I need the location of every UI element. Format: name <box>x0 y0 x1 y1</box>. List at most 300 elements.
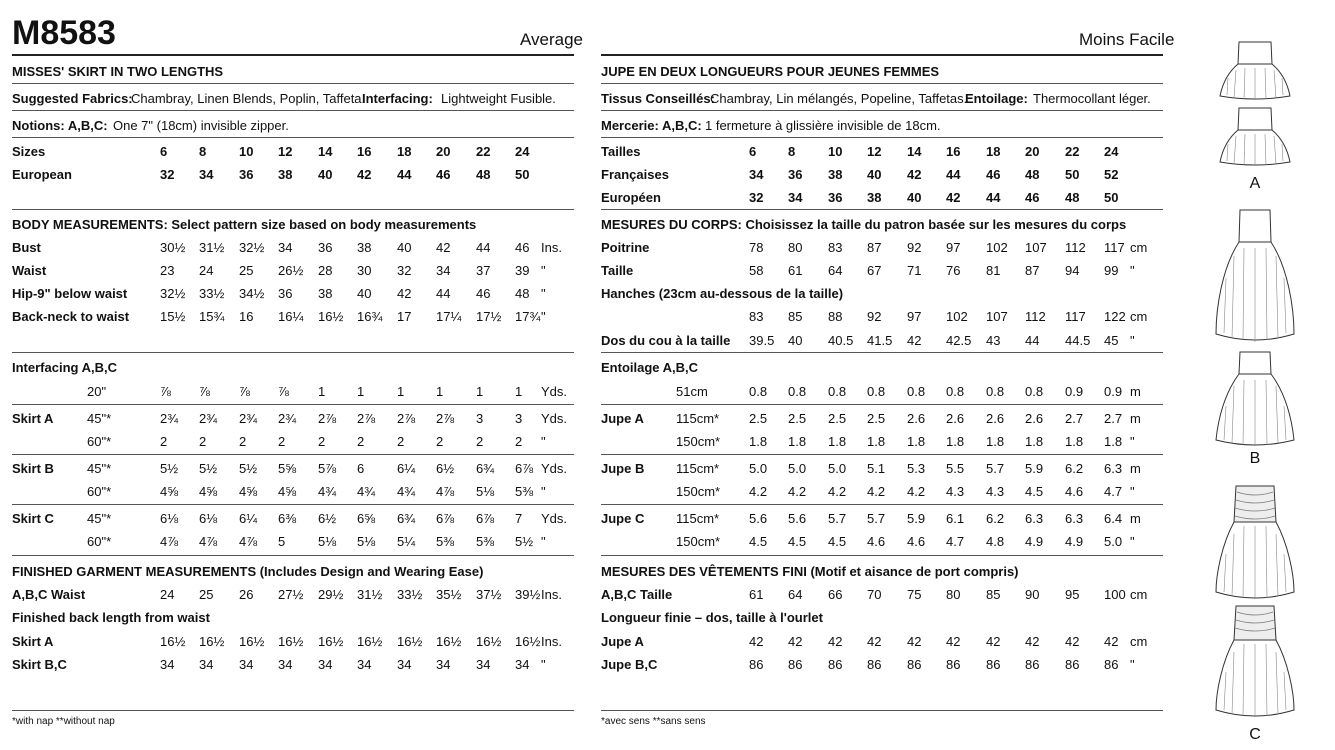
cell-value: 5⅜ <box>476 534 495 549</box>
cell-value: 38 <box>867 190 882 205</box>
cell-value: 107 <box>1025 240 1047 255</box>
cell-value: 2⅞ <box>357 411 376 426</box>
unit-label: cm <box>1130 587 1148 602</box>
cell-value: 46 <box>436 167 451 182</box>
cell-value: 4⅞ <box>436 484 455 499</box>
cell-value: 25 <box>239 263 254 278</box>
cell-value: 16½ <box>515 634 541 649</box>
cell-value: 16 <box>357 144 372 159</box>
cell-value: 40 <box>318 167 333 182</box>
cell-value: 2 <box>278 434 286 449</box>
cell-value: 0.8 <box>749 384 768 399</box>
unit-label: Ins. <box>541 634 562 649</box>
cell-value: 1.8 <box>1065 434 1084 449</box>
cell-value: 83 <box>828 240 843 255</box>
cell-value: 88 <box>828 309 843 324</box>
cell-value: 2.6 <box>946 411 965 426</box>
row-label: Jupe B <box>601 461 645 476</box>
cell-value: 16¼ <box>278 309 304 324</box>
cell-value: 42 <box>907 167 922 182</box>
cell-value: 36 <box>828 190 843 205</box>
fabric-width: 60"* <box>87 534 112 549</box>
cell-value: 32½ <box>239 240 265 255</box>
cell-value: 16½ <box>160 634 186 649</box>
interfacing-text: Thermocollant léger. <box>1033 91 1151 106</box>
cell-value: 34 <box>436 263 451 278</box>
unit-label: m <box>1130 411 1141 426</box>
notions-label: Notions: A,B,C: <box>12 118 108 133</box>
cell-value: 107 <box>986 309 1008 324</box>
cell-value: 2¾ <box>278 411 297 426</box>
cell-value: 86 <box>986 657 1001 672</box>
interfacing-heading: Interfacing A,B,C <box>12 360 117 375</box>
cell-value: 20 <box>1025 144 1040 159</box>
cell-value: 34 <box>476 657 491 672</box>
cell-value: 67 <box>867 263 882 278</box>
cell-value: 2.6 <box>907 411 926 426</box>
section-title: MISSES' SKIRT IN TWO LENGTHS <box>12 64 224 79</box>
cell-value: 86 <box>946 657 961 672</box>
rule-line <box>12 504 574 505</box>
cell-value: 2 <box>318 434 326 449</box>
cell-value: 4.7 <box>1104 484 1123 499</box>
back-length-heading: Finished back length from waist <box>12 610 210 625</box>
cell-value: 43 <box>986 333 1001 348</box>
row-label: Taille <box>601 263 634 278</box>
cell-value: 78 <box>749 240 764 255</box>
cell-value: 94 <box>1065 263 1080 278</box>
cell-value: 40 <box>397 240 412 255</box>
cell-value: 16 <box>239 309 254 324</box>
cell-value: 28 <box>318 263 333 278</box>
cell-value: 5.5 <box>946 461 965 476</box>
cell-value: 122 <box>1104 309 1126 324</box>
rule-line <box>12 555 574 556</box>
cell-value: 36 <box>239 167 254 182</box>
cell-value: 4.5 <box>788 534 807 549</box>
cell-value: 6.1 <box>946 511 965 526</box>
cell-value: 35½ <box>436 587 462 602</box>
cell-value: 4.7 <box>946 534 965 549</box>
difficulty-level: Average <box>520 30 584 49</box>
cell-value: 102 <box>946 309 968 324</box>
unit-label: m <box>1130 511 1141 526</box>
cell-value: 32 <box>397 263 412 278</box>
cell-value: 2 <box>397 434 405 449</box>
cell-value: 0.8 <box>867 384 886 399</box>
cell-value: 1.8 <box>1025 434 1044 449</box>
cell-value: 4.2 <box>907 484 926 499</box>
rule-line <box>12 209 574 210</box>
cell-value: 2⅞ <box>397 411 416 426</box>
cell-value: 31½ <box>357 587 383 602</box>
cell-value: 16½ <box>318 309 344 324</box>
cell-value: 92 <box>907 240 922 255</box>
cell-value: 6⅛ <box>160 511 179 526</box>
cell-value: 5⅞ <box>318 461 337 476</box>
cell-value: 1.8 <box>946 434 965 449</box>
rule-line <box>601 504 1163 505</box>
cell-value: 92 <box>867 309 882 324</box>
unit-label: " <box>541 534 546 549</box>
cell-value: 5.1 <box>867 461 886 476</box>
cell-value: 6⅞ <box>515 461 534 476</box>
cell-value: 34 <box>318 657 333 672</box>
cell-value: 1.8 <box>986 434 1005 449</box>
rule-line <box>12 454 574 455</box>
cell-value: 33½ <box>199 286 225 301</box>
cell-value: 32 <box>749 190 764 205</box>
fabric-width: 115cm* <box>676 511 720 526</box>
unit-label: " <box>1130 263 1135 278</box>
cell-value: 42 <box>986 634 1001 649</box>
rule-line <box>601 404 1163 405</box>
cell-value: 44 <box>986 190 1001 205</box>
cell-value: 6⅜ <box>278 511 297 526</box>
unit-label: " <box>541 434 546 449</box>
cell-value: 6.2 <box>1065 461 1084 476</box>
cell-value: 117 <box>1065 309 1086 324</box>
row-label: Jupe C <box>601 511 645 526</box>
cell-value: 5.7 <box>867 511 886 526</box>
skirt-b-sketch-1 <box>1210 208 1300 348</box>
cell-value: 5.0 <box>828 461 847 476</box>
cell-value: 48 <box>515 286 530 301</box>
cell-value: 5⅛ <box>476 484 495 499</box>
cell-value: 76 <box>946 263 961 278</box>
cell-value: 34 <box>436 657 451 672</box>
body-heading: BODY MEASUREMENTS: Select pattern size based on body measurements <box>12 217 477 232</box>
cell-value: 2.5 <box>788 411 807 426</box>
cell-value: 20 <box>436 144 451 159</box>
cell-value: 1 <box>515 384 523 399</box>
fabric-width: 115cm* <box>676 411 720 426</box>
footnote: *avec sens **sans sens <box>601 716 706 727</box>
cell-value: 4.3 <box>946 484 965 499</box>
row-label: Jupe A <box>601 411 644 426</box>
cell-value: 5½ <box>160 461 179 476</box>
cell-value: 102 <box>986 240 1008 255</box>
fabric-width: 115cm* <box>676 461 720 476</box>
unit-label: Yds. <box>541 411 568 426</box>
cell-value: 2.5 <box>867 411 886 426</box>
cell-value: 2¾ <box>199 411 218 426</box>
cell-value: 1 <box>397 384 405 399</box>
view-letter-a: A <box>1249 175 1261 192</box>
fabric-width: 60"* <box>87 484 112 499</box>
cell-value: 97 <box>946 240 961 255</box>
cell-value: 4.9 <box>1025 534 1044 549</box>
unit-label: " <box>541 484 546 499</box>
rule-line <box>12 710 574 711</box>
unit-label: cm <box>1130 309 1148 324</box>
cell-value: 42 <box>907 634 922 649</box>
unit-label: Yds. <box>541 511 568 526</box>
cell-value: 16½ <box>278 634 304 649</box>
interfacing-label: Entoilage: <box>965 91 1028 106</box>
rule-line <box>12 110 574 111</box>
cell-value: 4.2 <box>828 484 847 499</box>
unit-label: " <box>541 309 546 324</box>
notions-text: One 7" (18cm) invisible zipper. <box>113 118 289 133</box>
fabrics-text: Chambray, Linen Blends, Poplin, Taffeta. <box>131 91 366 106</box>
cell-value: 86 <box>867 657 882 672</box>
cell-value: 44 <box>946 167 961 182</box>
cell-value: 6.4 <box>1104 511 1123 526</box>
cell-value: 0.8 <box>828 384 847 399</box>
row-label: Sizes <box>12 144 46 159</box>
cell-value: 6.3 <box>1104 461 1123 476</box>
unit-label: m <box>1130 461 1141 476</box>
cell-value: 6 <box>357 461 365 476</box>
cell-value: 2.6 <box>1025 411 1044 426</box>
cell-value: 4.5 <box>1025 484 1044 499</box>
row-label: Skirt C <box>12 511 54 526</box>
cell-value: 2 <box>436 434 444 449</box>
cell-value: ⅞ <box>278 384 289 399</box>
cell-value: 36 <box>318 240 333 255</box>
cell-value: 4⅝ <box>199 484 218 499</box>
cell-value: 2 <box>239 434 247 449</box>
cell-value: 46 <box>476 286 491 301</box>
cell-value: 24 <box>515 144 530 159</box>
cell-value: 46 <box>1025 190 1040 205</box>
cell-value: 86 <box>828 657 843 672</box>
cell-value: 34 <box>278 657 293 672</box>
cell-value: 4.6 <box>867 534 886 549</box>
cell-value: 12 <box>867 144 882 159</box>
cell-value: 50 <box>515 167 530 182</box>
cell-value: 4.5 <box>828 534 847 549</box>
cell-value: 40 <box>867 167 882 182</box>
pattern-code: M8583 <box>12 14 116 52</box>
cell-value: 5½ <box>239 461 258 476</box>
cell-value: 4⅝ <box>278 484 297 499</box>
cell-value: 36 <box>788 167 803 182</box>
rule-line <box>601 137 1163 138</box>
rule-line <box>601 710 1163 711</box>
unit-label: " <box>1130 657 1135 672</box>
cell-value: 4.2 <box>788 484 807 499</box>
cell-value: 64 <box>828 263 843 278</box>
cell-value: 4.6 <box>907 534 926 549</box>
row-label: Poitrine <box>601 240 650 255</box>
view-letter-b: B <box>1249 450 1261 467</box>
cell-value: 34 <box>515 657 530 672</box>
cell-value: 50 <box>1065 167 1080 182</box>
cell-value: 10 <box>239 144 254 159</box>
cell-value: 1 <box>318 384 326 399</box>
unit-label: " <box>541 263 546 278</box>
rule-line <box>601 352 1163 353</box>
cell-value: 0.8 <box>946 384 965 399</box>
cell-value: ⅞ <box>239 384 250 399</box>
cell-value: 36 <box>278 286 293 301</box>
cell-value: 17¾ <box>515 309 541 324</box>
cell-value: 30½ <box>160 240 186 255</box>
cell-value: 6 <box>160 144 168 159</box>
cell-value: 16½ <box>199 634 225 649</box>
cell-value: 86 <box>788 657 803 672</box>
cell-value: 34 <box>199 167 214 182</box>
cell-value: 0.9 <box>1104 384 1123 399</box>
hip-label: Hanches (23cm au-dessous de la taille) <box>601 286 844 301</box>
cell-value: 5½ <box>199 461 218 476</box>
cell-value: 1.8 <box>749 434 768 449</box>
unit-label: " <box>541 286 546 301</box>
back-length-heading: Longueur finie – dos, taille à l'ourlet <box>601 610 823 625</box>
interfacing-label: Interfacing: <box>362 91 433 106</box>
cell-value: 17 <box>397 309 412 324</box>
cell-value: 38 <box>357 240 372 255</box>
rule-line <box>601 209 1163 210</box>
cell-value: 18 <box>986 144 1001 159</box>
row-label: European <box>12 167 72 182</box>
cell-value: 22 <box>1065 144 1080 159</box>
cell-value: 34½ <box>239 286 265 301</box>
cell-value: 4⅝ <box>160 484 179 499</box>
cell-value: 42 <box>1065 634 1080 649</box>
cell-value: 14 <box>318 144 333 159</box>
row-label: Européen <box>601 190 661 205</box>
cell-value: 2.6 <box>986 411 1005 426</box>
cell-value: 42 <box>946 634 961 649</box>
row-label: Jupe B,C <box>601 657 658 672</box>
cell-value: 4.2 <box>749 484 768 499</box>
skirt-a-sketch-1 <box>1214 38 1296 102</box>
rule-line <box>601 83 1163 84</box>
cell-value: 6¼ <box>397 461 416 476</box>
rule-line <box>601 454 1163 455</box>
cell-value: 58 <box>749 263 764 278</box>
notions-text: 1 fermeture à glissière invisible de 18cm. <box>705 118 941 133</box>
fabric-width: 45"* <box>87 461 112 476</box>
cell-value: 40 <box>788 333 803 348</box>
row-label: A,B,C Waist <box>12 587 86 602</box>
cell-value: 5.7 <box>986 461 1005 476</box>
cell-value: 4⅝ <box>239 484 258 499</box>
cell-value: 25 <box>199 587 214 602</box>
cell-value: 15½ <box>160 309 186 324</box>
cell-value: 6.3 <box>1025 511 1044 526</box>
cell-value: 5.6 <box>788 511 807 526</box>
row-label: Skirt A <box>12 634 54 649</box>
cell-value: 45 <box>1104 333 1119 348</box>
cell-value: 0.8 <box>986 384 1005 399</box>
cell-value: 61 <box>788 263 803 278</box>
cell-value: 32½ <box>160 286 186 301</box>
cell-value: 112 <box>1025 309 1046 324</box>
cell-value: 39 <box>515 263 530 278</box>
row-label: Skirt A <box>12 411 54 426</box>
cell-value: 61 <box>749 587 764 602</box>
finished-heading: FINISHED GARMENT MEASUREMENTS (Includes Design and Wearing Ease) <box>12 564 484 579</box>
cell-value: 8 <box>788 144 796 159</box>
cell-value: 7 <box>515 511 523 526</box>
cell-value: 32 <box>160 167 175 182</box>
cell-value: ⅞ <box>160 384 171 399</box>
skirt-c-sketch-1 <box>1210 484 1300 604</box>
rule-line <box>12 54 574 56</box>
cell-value: 40 <box>907 190 922 205</box>
cell-value: 44 <box>476 240 491 255</box>
cell-value: 4⅞ <box>239 534 258 549</box>
cell-value: 42 <box>1025 634 1040 649</box>
cell-value: 87 <box>867 240 882 255</box>
unit-label: cm <box>1130 240 1148 255</box>
cell-value: 80 <box>946 587 961 602</box>
row-label: Skirt B <box>12 461 54 476</box>
fabric-width: 20" <box>87 384 107 399</box>
cell-value: 4.5 <box>749 534 768 549</box>
cell-value: 26½ <box>278 263 304 278</box>
cell-value: 16½ <box>436 634 462 649</box>
cell-value: 5½ <box>515 534 534 549</box>
cell-value: 6.2 <box>986 511 1005 526</box>
cell-value: 97 <box>907 309 922 324</box>
rule-line <box>601 54 1163 56</box>
cell-value: 90 <box>1025 587 1040 602</box>
cell-value: 70 <box>867 587 882 602</box>
cell-value: 5⅝ <box>278 461 297 476</box>
cell-value: 1 <box>476 384 484 399</box>
cell-value: 2¾ <box>239 411 258 426</box>
cell-value: 48 <box>476 167 491 182</box>
cell-value: 0.9 <box>1065 384 1084 399</box>
cell-value: 2 <box>199 434 207 449</box>
cell-value: 42 <box>907 333 922 348</box>
cell-value: 6½ <box>436 461 455 476</box>
cell-value: 38 <box>828 167 843 182</box>
cell-value: ⅞ <box>199 384 210 399</box>
interfacing-heading: Entoilage A,B,C <box>601 360 699 375</box>
body-heading: MESURES DU CORPS: Choisissez la taille du patron basée sur les mesures du corps <box>601 217 1127 232</box>
section-title: JUPE EN DEUX LONGUEURS POUR JEUNES FEMMES <box>601 64 940 79</box>
cell-value: 2 <box>476 434 484 449</box>
cell-value: 16½ <box>397 634 423 649</box>
cell-value: 86 <box>907 657 922 672</box>
cell-value: 37½ <box>476 587 502 602</box>
cell-value: 5.9 <box>907 511 926 526</box>
cell-value: 6.3 <box>1065 511 1084 526</box>
cell-value: 71 <box>907 263 922 278</box>
cell-value: 6¼ <box>239 511 258 526</box>
cell-value: 44 <box>1025 333 1040 348</box>
cell-value: 2.7 <box>1065 411 1084 426</box>
cell-value: 4⅞ <box>199 534 218 549</box>
cell-value: 117 <box>1104 240 1125 255</box>
row-label: Skirt B,C <box>12 657 67 672</box>
cell-value: 17¼ <box>436 309 462 324</box>
cell-value: 5.0 <box>788 461 807 476</box>
cell-value: 12 <box>278 144 293 159</box>
skirt-a-sketch-2 <box>1214 104 1296 168</box>
cell-value: 2.7 <box>1104 411 1123 426</box>
cell-value: 38 <box>318 286 333 301</box>
cell-value: 5¼ <box>397 534 416 549</box>
row-label: Jupe A <box>601 634 644 649</box>
cell-value: 5⅜ <box>436 534 455 549</box>
cell-value: 22 <box>476 144 491 159</box>
row-label: A,B,C Taille <box>601 587 673 602</box>
row-label: Back-neck to waist <box>12 309 130 324</box>
row-label: Tailles <box>601 144 641 159</box>
cell-value: 5 <box>278 534 286 549</box>
cell-value: 27½ <box>278 587 304 602</box>
cell-value: 29½ <box>318 587 344 602</box>
cell-value: 42.5 <box>946 333 972 348</box>
cell-value: 34 <box>788 190 803 205</box>
